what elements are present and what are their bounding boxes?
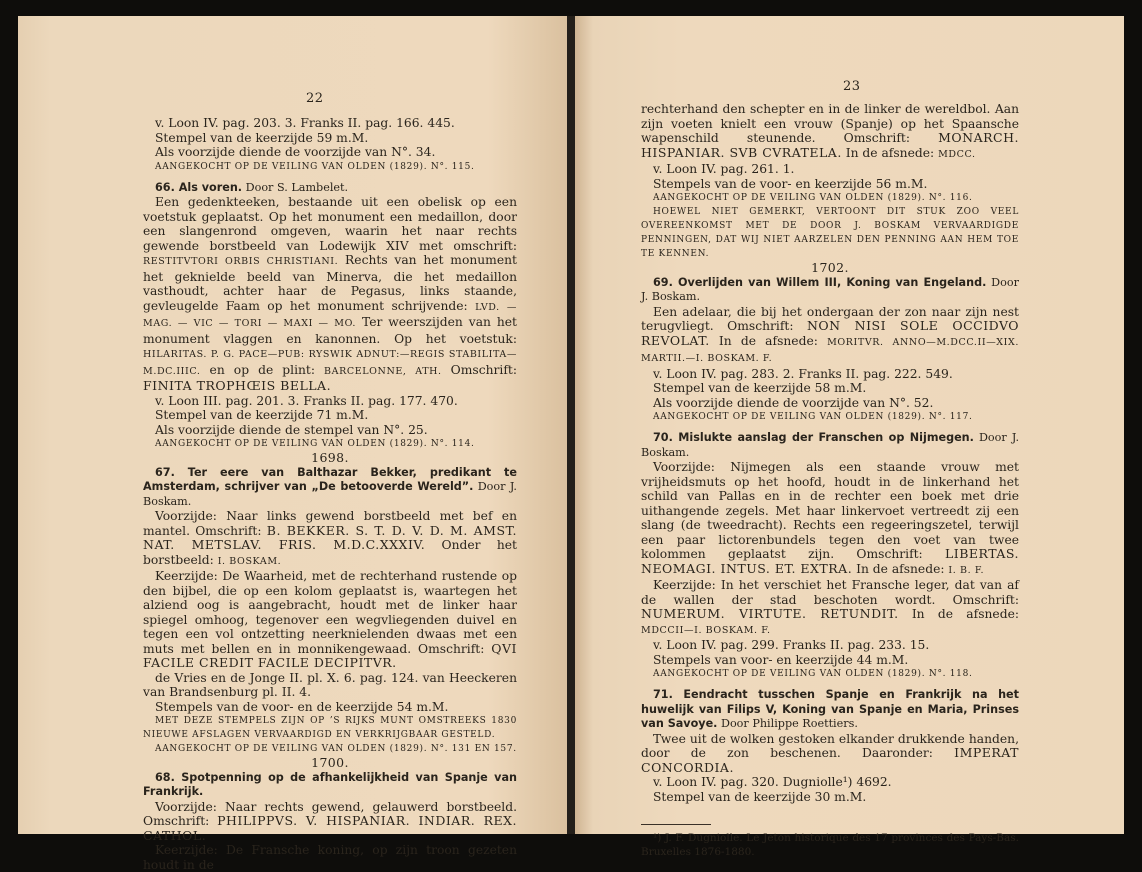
text-line: v. Loon IV. pag. 320. Dugniolle¹) 4692. (653, 775, 892, 789)
entry-heading-66 (143, 181, 517, 196)
entry-heading-68: 68. Spotpenning op de afhankelijkheid van Spanje van Frankrijk. (143, 770, 517, 798)
entry-description: Twee uit de wolken gestoken elkander drukkende handen, door de zon beschenen. Daaronder: IMPERAT CONCORDIA. (641, 731, 1019, 775)
page-number: 22 (306, 91, 324, 106)
entry-maker: Door J. Boskam. (641, 275, 1019, 303)
text-line: v. Loon III. pag. 201. 3. Franks II. pag. 177. 470. (155, 393, 458, 408)
book-gutter (567, 16, 575, 834)
entry-description: Voorzijde: Naar rechts gewend, gelauwerd borstbeeld. Omschrift: PHILIPPVS. V. HISPANIAR. INDIAR. REX. CATHOL. (143, 799, 517, 843)
year-heading: 1700. (311, 755, 349, 770)
text-line: v. Loon IV. pag. 299. Franks II. pag. 233. 15. (653, 638, 930, 652)
entry-description: rechterhand den schepter en in de linker de wereldbol. Aan zijn voeten knielt een vrouw (Spanje) op het Spaansche wapenschild steunende. Omschrift: MONARCH. HISPANIAR. SVB CVRATELA. In de afsnede: MDCC. (641, 102, 1019, 160)
text-line: Stempels van de voor- en keerzijde 56 m.M. (653, 176, 928, 191)
entry-heading-69 (641, 276, 1019, 305)
year-heading: 1698. (311, 450, 349, 465)
entry-description: Een adelaar, die bij het ondergaan der zon naar zijn nest terugvliegt. Omschrift: NON NISI SOLE OCCIDVO REVOLAT. In de afsnede: MORITVR. ANNO—M.DCC.II—XIX. MARTII.—I. BOSKAM. F. (641, 304, 1020, 364)
acquisition-note: AANGEKOCHT OP DE VEILING VAN OLDEN (1829). N°. 116. (653, 193, 973, 203)
entry-description: Een gedenkteeken, bestaande uit een obelisk op een voetstuk geplaatst. Op het monument een medaillon, door een slangenrond omgeven, waarin het naar rechts gewende borstbeeld van Lodewijk XIV met omschrift: RESTITVTORI ORBIS CHRISTIANI. Rechts van het monument het geknielde beeld van Minerva, die het medaillon vasthoudt, achter haar de Pegasus, links staande, gevleugelde Faam op het monument schrijvende: LVD. — MAG. — VIC — TORI — MAXI — MO. Ter weerszijden van het monument vlaggen en kanonnen. Op het voetstuk: HILARITAS. P. G. PACE—PUB: RYSWIK ADNUT:—REGIS STABILITA—M.DC.IIIC. en op de plint: BARCELONNE, ATH. Omschrift: FINITA TROPHŒIS BELLA. (143, 195, 517, 393)
text-line: v. Loon IV. pag. 283. 2. Franks II. pag. 222. 549. (653, 366, 953, 381)
text-line: Stempel van de keerzijde 59 m.M. (155, 130, 369, 145)
text-line: Stempel van de keerzijde 71 m.M. (155, 408, 369, 422)
entry-title: 66. Als voren. (155, 180, 243, 194)
text-line: Stempel van de keerzijde 58 m.M. (653, 381, 867, 395)
footnote-rule (641, 824, 711, 825)
text-line: v. Loon IV. pag. 261. 1. (653, 162, 795, 176)
footnote: ¹) J. F. Dugniolle. Le Jeton historique des 17 provinces des Pays-Bas. Bruxelles 1876-1880. (641, 832, 1019, 858)
entry-description: Voorzijde: Nijmegen als een staande vrouw met vrijheidsmuts op het hoofd, houdt in de linkerhand het schild van Pallas en in de rechter een boek met drie uithangende zegels. Met haar linkervoet vertreedt zij een slang (de tweedracht). Rechts een regeeringszetel, terwijl een paar lictorenbundels tegen den voet van twee kolommen geplaatst zijn. Omschrift: LIBERTAS. NEOMAGI. INTUS. ET. EXTRA. In de afsnede: I. B. F. (641, 460, 1019, 576)
entry-maker: Door Philippe Roettiers. (717, 717, 858, 730)
entry-maker: Door J. Boskam. (641, 431, 1020, 459)
text-line: Stempels van voor- en keerzijde 44 m.M. (653, 652, 909, 667)
entry-heading-67 (143, 466, 517, 510)
text-line: de Vries en de Jonge II. pl. X. 6. pag. 124. van Heeckeren van Brandsenburg pl. II. 4. (143, 670, 517, 699)
page-number: 23 (843, 79, 861, 94)
entry-title: 71. Eendracht tusschen Spanje en Frankrijk na het huwelijk van Filips V, Koning van Spanje en Maria, Prinses van Savoye. (641, 688, 1019, 730)
year-heading: 1702. (811, 260, 849, 275)
remark-note: MET DEZE STEMPELS ZIJN OP ’S RIJKS MUNT OMSTREEKS 1830 NIEUWE AFSLAGEN VERVAARDIGD EN VERKRIJGBAAR GESTELD. (143, 716, 517, 740)
entry-maker: Door J. Boskam. (143, 480, 517, 508)
text-line: Als voorzijde diende de voorzijde van N°. 34. (155, 145, 436, 159)
entry-heading-71 (641, 688, 1019, 732)
remark-note: HOEWEL NIET GEMERKT, VERTOONT DIT STUK ZOO VEEL OVEREENKOMST MET DE DOOR J. BOSKAM VERVAARDIGDE PENNINGEN, DAT WIJ NIET AARZELEN DEN PENNING AAN HEM TOE TE KENNEN. (641, 207, 1019, 259)
entry-description: Keerzijde: De Waarheid, met de rechterhand rustende op den bijbel, die op een kolom geplaatst is, waartegen het alziend oog is aangebracht, houdt met de linker haar spiegel omhoog, tegenover een wegvliegenden duivel en tegen een vol ontzetting neerknielenden dwaas met een muts met bellen en in monnikengewaad. Omschrift: QVI FACILE CREDIT FACILE DECIPITVR. (143, 569, 517, 670)
entry-title: 67. Ter eere van Balthazar Bekker, predikant te Amsterdam, schrijver van „De betooverde Wereld”. (143, 465, 517, 493)
text-line: Als voorzijde diende de voorzijde van N°. 52. (653, 395, 934, 410)
entry-title: 69. Overlijden van Willem III, Koning van Engeland. (653, 275, 987, 289)
acquisition-note: AANGEKOCHT OP DE VEILING VAN OLDEN (1829). N°. 118. (653, 669, 973, 679)
entry-title: 70. Mislukte aanslag der Franschen op Nijmegen. (653, 431, 974, 444)
text-line: Als voorzijde diende de stempel van N°. 25. (155, 422, 428, 437)
right-page (571, 16, 1124, 858)
entry-description: Keerzijde: De Fransche koning, op zijn troon gezeten houdt in de (143, 843, 517, 872)
acquisition-note: AANGEKOCHT OP DE VEILING VAN OLDEN (1829). N°. 131 EN 157. (155, 744, 517, 754)
book-spread (18, 16, 1124, 872)
text-column (143, 116, 517, 872)
text-line: v. Loon IV. pag. 203. 3. Franks II. pag. 166. 445. (155, 116, 455, 130)
text-line: Stempels van de voor- en de keerzijde 54 m.M. (155, 699, 449, 714)
text-line: Stempel van de keerzijde 30 m.M. (653, 789, 867, 804)
entry-description: Voorzijde: Naar links gewend borstbeeld met bef en mantel. Omschrift: B. BEKKER. S. T. D. V. D. M. AMST. NAT. METSLAV. FRIS. M.D.C.XXXIV. Onder het borstbeeld: I. BOSKAM. (143, 509, 517, 567)
entry-maker: Door S. Lambelet. (242, 180, 349, 194)
acquisition-note: AANGEKOCHT OP DE VEILING VAN OLDEN (1829). N°. 117. (653, 412, 973, 422)
acquisition-note: AANGEKOCHT OP DE VEILING VAN OLDEN (1829). N°. 114. (155, 439, 475, 449)
left-page (18, 16, 571, 872)
entry-heading-70 (641, 431, 1019, 460)
acquisition-note: AANGEKOCHT OP DE VEILING VAN OLDEN (1829). N°. 115. (155, 161, 475, 172)
text-column (641, 102, 1019, 859)
entry-description: Keerzijde: In het verschiet het Fransche leger, dat van af de wallen der stad beschoten wordt. Omschrift: NUMERUM. VIRTUTE. RETUNDIT. In de afsnede: MDCCII—I. BOSKAM. F. (641, 578, 1019, 636)
